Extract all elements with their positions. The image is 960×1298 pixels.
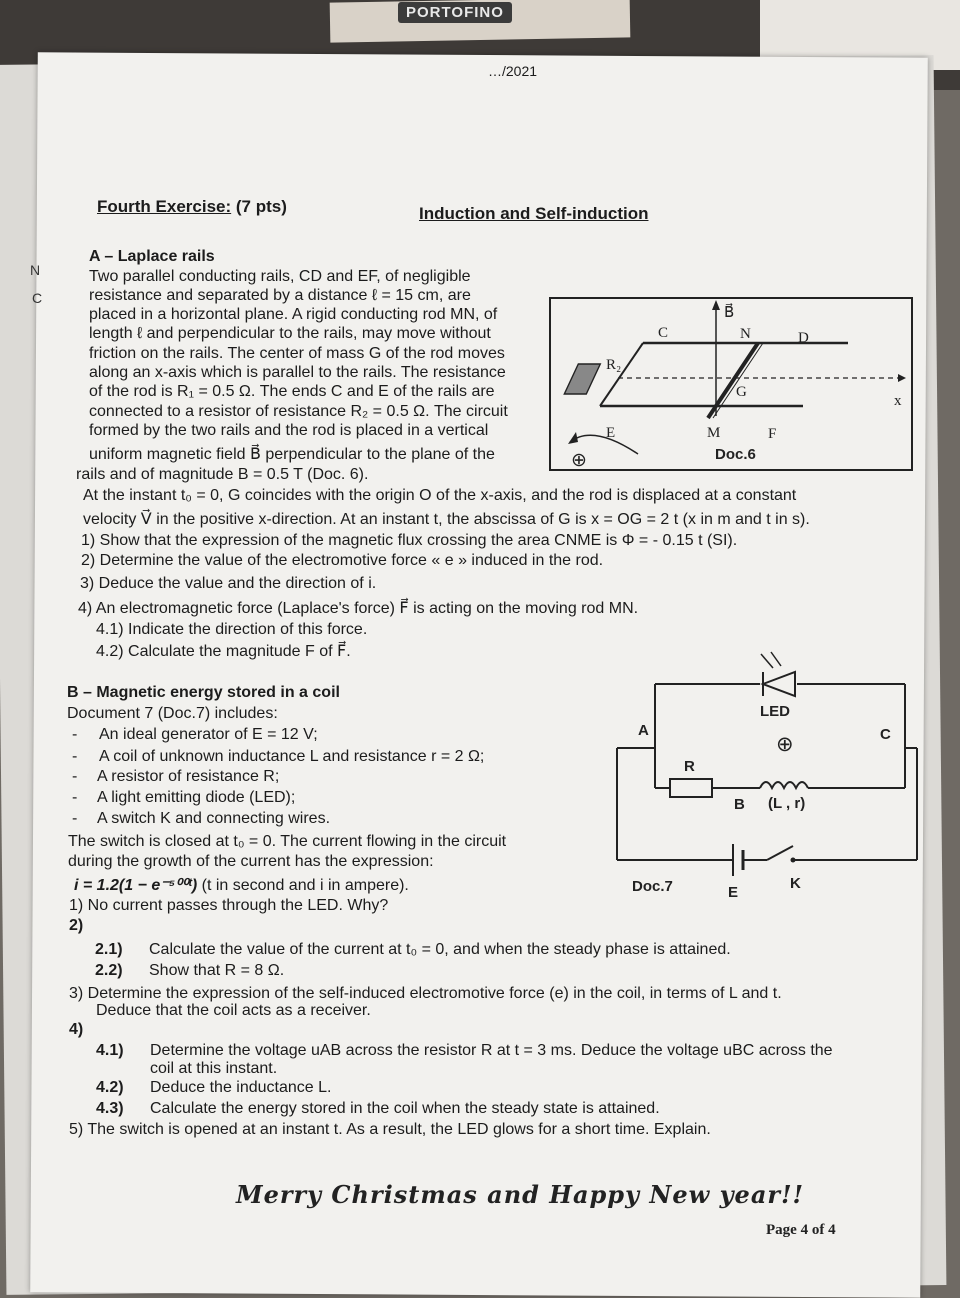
question-b43-number: 4.3) bbox=[96, 1100, 124, 1117]
part-b-paragraph: during the growth of the current has the expression: bbox=[68, 853, 434, 870]
question-b1: 1) No current passes through the LED. Why? bbox=[69, 897, 389, 914]
part-a-line: friction on the rails. The center of mass G of the rod moves bbox=[89, 345, 505, 362]
part-a-line: Two parallel conducting rails, CD and EF, of negligible bbox=[89, 268, 471, 285]
doc7-label-r: R bbox=[684, 758, 695, 775]
doc6-label-d: D bbox=[798, 330, 809, 346]
doc6-label-e: E bbox=[606, 425, 616, 441]
question-b5: 5) The switch is opened at an instant t. As a result, the LED glows for a short time. Explain. bbox=[69, 1121, 711, 1138]
greeting-banner: Merry Christmas and Happy New year!! bbox=[236, 1180, 805, 1209]
doc7-caption: Doc.7 bbox=[632, 878, 673, 895]
doc7-circuit-diagram bbox=[605, 648, 925, 883]
doc7-label-led: LED bbox=[760, 703, 790, 720]
question-b42: Deduce the inductance L. bbox=[150, 1079, 332, 1096]
question-b22: Show that R = 8 Ω. bbox=[149, 962, 285, 979]
question-b43: Calculate the energy stored in the coil when the steady state is attained. bbox=[150, 1100, 660, 1117]
part-a-line: formed by the two rails and the rod is placed in a vertical bbox=[89, 422, 489, 439]
doc7-label-a: A bbox=[638, 722, 649, 739]
exercise-points: (7 pts) bbox=[235, 197, 287, 216]
list-bullet: - bbox=[72, 789, 78, 806]
question-a41: 4.1) Indicate the direction of this force. bbox=[96, 621, 368, 638]
part-a-line: rails and of magnitude B = 0.5 T (Doc. 6). bbox=[76, 466, 369, 483]
page-number: Page 4 of 4 bbox=[766, 1222, 836, 1238]
part-a-line: along an x-axis which is parallel to the rails. The resistance bbox=[89, 364, 506, 381]
part-a-line: of the rod is R₁ = 0.5 Ω. The ends C and E of the rails are bbox=[89, 383, 495, 400]
question-b41-number: 4.1) bbox=[96, 1042, 124, 1059]
question-a4: 4) An electromagnetic force (Laplace's force) F⃗ is acting on the moving rod MN. bbox=[78, 600, 639, 617]
doc6-label-f: F bbox=[768, 426, 777, 442]
exercise-title-label: Fourth Exercise: bbox=[97, 197, 232, 216]
doc6-label-c: C bbox=[658, 325, 669, 341]
question-b4: 4) bbox=[69, 1021, 84, 1038]
question-a3: 3) Deduce the value and the direction of i. bbox=[80, 575, 377, 592]
question-a2: 2) Determine the value of the electromotive force « e » induced in the rod. bbox=[81, 552, 604, 569]
doc6-label-n: N bbox=[740, 326, 751, 342]
question-b22-number: 2.2) bbox=[95, 962, 123, 979]
question-b3: 3) Determine the expression of the self-induced electromotive force (e) in the coil, in terms of L and t. bbox=[69, 985, 782, 1002]
list-bullet: - bbox=[72, 768, 78, 785]
doc6-label-m: M bbox=[707, 425, 721, 441]
exercise-subject: Induction and Self-induction bbox=[419, 204, 649, 223]
brand-tag: PORTOFINO bbox=[398, 2, 512, 23]
doc7-label-e: E bbox=[728, 884, 739, 901]
part-a-paragraph: At the instant t₀ = 0, G coincides with the origin O of the x-axis, and the rod is displaced at a constant bbox=[83, 487, 797, 504]
doc6-caption: Doc.6 bbox=[715, 446, 756, 463]
part-a-heading: A – Laplace rails bbox=[89, 248, 215, 265]
component-item: A switch K and connecting wires. bbox=[97, 810, 331, 827]
part-a-line: placed in a horizontal plane. A rigid conducting rod MN, of bbox=[89, 306, 498, 323]
doc7-label-c: C bbox=[880, 726, 891, 743]
question-b3-deduce: Deduce that the coil acts as a receiver. bbox=[96, 1002, 371, 1019]
component-item: A light emitting diode (LED); bbox=[97, 789, 296, 806]
current-expression: i = 1.2(1 − e⁻⁵⁰⁰ᵗ) bbox=[74, 877, 198, 894]
doc7-plus-symbol: ⊕ bbox=[776, 733, 794, 756]
part-a-line: connected to a resistor of resistance R₂ = 0.5 Ω. The circuit bbox=[89, 403, 508, 420]
component-item: An ideal generator of E = 12 V; bbox=[99, 726, 318, 743]
question-b21: Calculate the value of the current at t₀ = 0, and when the steady phase is attained. bbox=[149, 941, 731, 958]
list-bullet: - bbox=[72, 810, 78, 827]
question-b21-number: 2.1) bbox=[95, 941, 123, 958]
current-units: (t in second and i in ampere). bbox=[201, 877, 409, 894]
question-a1: 1) Show that the expression of the magnetic flux crossing the area CNME is Φ = - 0.15 t (SI). bbox=[81, 532, 738, 549]
exercise-title bbox=[97, 197, 287, 216]
date-stamp: …/2021 bbox=[488, 63, 538, 79]
list-bullet: - bbox=[72, 748, 78, 765]
part-a-paragraph: velocity V⃗ in the positive x-direction. At an instant t, the abscissa of G is x = OG = 2 t (x in m and t in s). bbox=[83, 511, 810, 528]
doc7-label-b: B bbox=[734, 796, 745, 813]
part-b-intro: Document 7 (Doc.7) includes: bbox=[67, 705, 278, 722]
part-a-line: resistance and separated by a distance ℓ = 15 cm, are bbox=[89, 287, 471, 304]
margin-letter-c: C bbox=[32, 290, 43, 306]
doc6-label-g: G bbox=[736, 384, 747, 400]
part-b-heading: B – Magnetic energy stored in a coil bbox=[67, 684, 340, 701]
part-a-line: uniform magnetic field B⃗ perpendicular to the plane of the bbox=[89, 446, 495, 463]
question-a42: 4.2) Calculate the magnitude F of F⃗. bbox=[96, 643, 351, 660]
question-b2: 2) bbox=[69, 917, 84, 934]
doc6-label-x: x bbox=[894, 393, 902, 409]
list-bullet: - bbox=[72, 726, 78, 743]
component-item: A resistor of resistance R; bbox=[97, 768, 280, 785]
current-formula bbox=[74, 876, 409, 895]
doc6-label-b: B⃗ bbox=[724, 305, 735, 321]
question-b41: Determine the voltage uAB across the resistor R at t = 3 ms. Deduce the voltage uBC across the bbox=[150, 1042, 833, 1059]
margin-letter-n: N bbox=[30, 262, 41, 278]
doc6-plus-symbol: ⊕ bbox=[571, 450, 587, 471]
doc7-label-k: K bbox=[790, 875, 801, 892]
question-b41-cont: coil at this instant. bbox=[150, 1060, 278, 1077]
doc7-label-coil: (L , r) bbox=[768, 795, 806, 812]
part-b-paragraph: The switch is closed at t₀ = 0. The current flowing in the circuit bbox=[68, 833, 507, 850]
doc6-label-r2: R₂ bbox=[606, 357, 622, 373]
part-a-line: length ℓ and perpendicular to the rails, may move without bbox=[89, 325, 491, 342]
question-b42-number: 4.2) bbox=[96, 1079, 124, 1096]
component-item: A coil of unknown inductance L and resistance r = 2 Ω; bbox=[99, 748, 485, 765]
